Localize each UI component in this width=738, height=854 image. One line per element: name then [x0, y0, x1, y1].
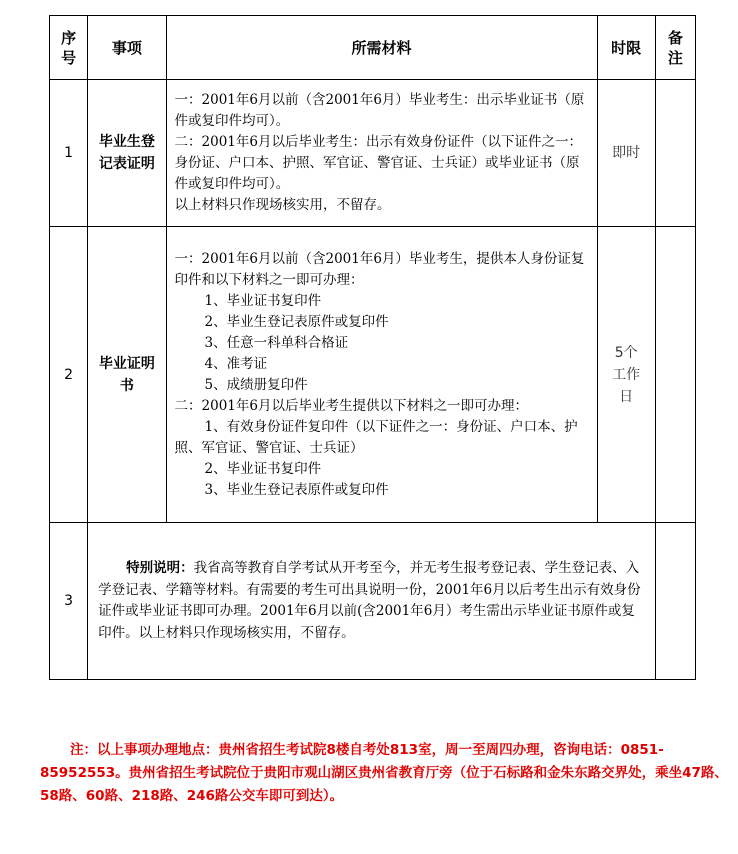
row-seq: 1	[50, 80, 88, 227]
footnote	[40, 739, 730, 808]
material-item: 2、毕业证书复印件	[204, 460, 322, 477]
table-row	[50, 80, 696, 227]
row-item: 毕业生登记表证明	[88, 80, 166, 227]
row-time: 5个工作日	[597, 227, 655, 523]
row-materials	[166, 80, 597, 227]
table-row	[50, 227, 696, 523]
requirements-table	[49, 15, 696, 680]
special-note	[88, 523, 656, 680]
table-row	[50, 523, 696, 680]
row-seq: 3	[50, 523, 88, 680]
header-remark: 备注	[655, 16, 695, 80]
special-text: 我省高等教育自学考试从开考至今，并无考生报考登记表、学生登记表、入学登记表、学籍等材料。有需要的考生可出具说明一份，2001年6月以后考生出示有效身份证件或毕业证书即可办理。2001年6月以前(含2001年6月）考生需出示毕业证书原件或复印件。以上材料只作现场核实用，不留存。	[98, 560, 641, 641]
header-seq: 序号	[50, 16, 88, 80]
special-label: 特别说明：	[126, 560, 194, 576]
material-item: 1、有效身份证件复印件（以下证件之一：身份证、户口本、护照、军官证、警官证、士兵证）	[174, 418, 578, 456]
row-remark	[655, 80, 695, 227]
material-item: 3、毕业生登记表原件或复印件	[204, 481, 389, 498]
material-item: 5、成绩册复印件	[204, 376, 308, 393]
material-intro: 二：2001年6月以后毕业考生提供以下材料之一即可办理：	[174, 397, 528, 414]
material-line: 一：2001年6月以前（含2001年6月）毕业考生：出示毕业证书（原件或复印件均可）。	[174, 92, 585, 129]
row-materials	[166, 227, 597, 523]
material-line: 二：2001年6月以后毕业考生：出示有效身份证件（以下证件之一：身份证、户口本、护照、军官证、警官证、士兵证）或毕业证书（原件或复印件均可）。	[174, 134, 582, 192]
material-intro: 一：2001年6月以前（含2001年6月）毕业考生，提供本人身份证复印件和以下材料之一即可办理：	[174, 250, 585, 288]
header-time: 时限	[597, 16, 655, 80]
row-item: 毕业证明书	[88, 227, 166, 523]
footnote-text: 注：以上事项办理地点：贵州省招生考试院8楼自考处813室，周一至周四办理，咨询电话：0851-85952553。贵州省招生考试院位于贵阳市观山湖区贵州省教育厅旁（位于石标路和金朱东路交界处，乘坐47路、58路、60路、218路、246路公交车即可到达）。	[40, 742, 728, 804]
row-remark	[655, 523, 695, 680]
row-seq: 2	[50, 227, 88, 523]
header-materials: 所需材料	[166, 16, 597, 80]
material-line: 以上材料只作现场核实用，不留存。	[174, 197, 391, 213]
material-item: 3、任意一科单科合格证	[204, 334, 349, 351]
header-item: 事项	[88, 16, 166, 80]
material-item: 1、毕业证书复印件	[204, 292, 322, 309]
material-item: 4、准考证	[204, 355, 268, 372]
header-row	[50, 16, 696, 80]
row-time: 即时	[597, 80, 655, 227]
material-item: 2、毕业生登记表原件或复印件	[204, 313, 389, 330]
row-remark	[655, 227, 695, 523]
